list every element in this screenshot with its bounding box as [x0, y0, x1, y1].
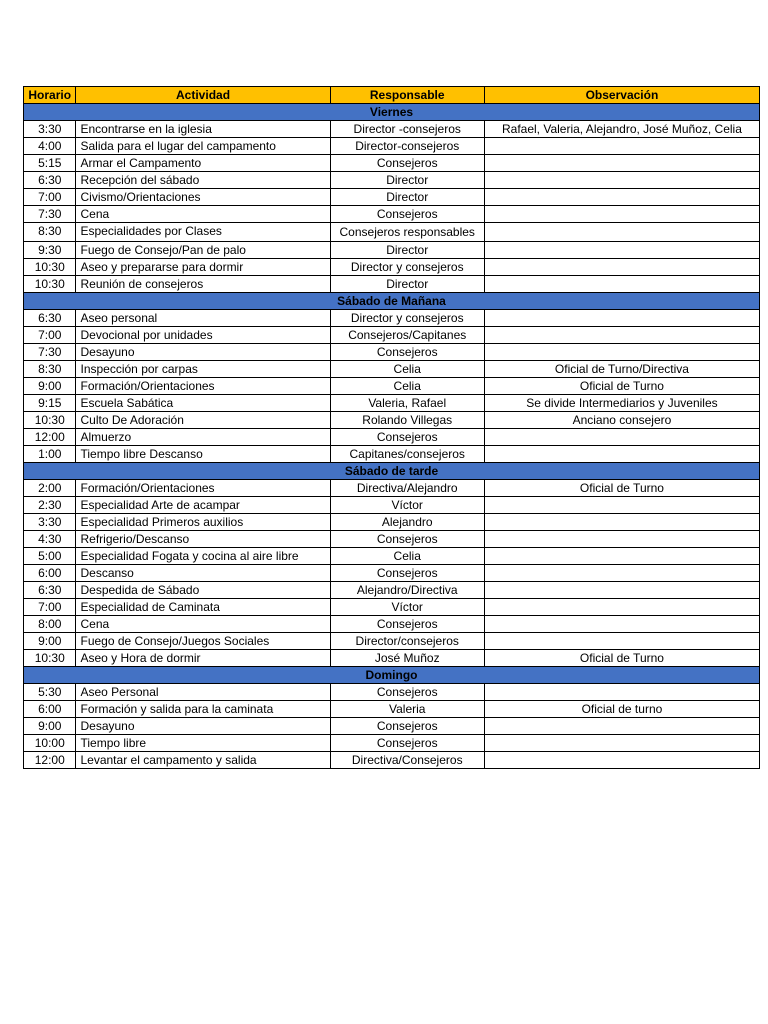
time-cell: 9:15 — [24, 395, 76, 412]
responsible-cell: Consejeros responsables — [330, 223, 484, 242]
responsible-cell: Director/consejeros — [330, 633, 484, 650]
table-row — [24, 327, 760, 344]
activity-cell: Tiempo libre Descanso — [76, 446, 330, 463]
header-actividad: Actividad — [76, 87, 330, 104]
observation-cell — [484, 497, 759, 514]
observation-cell: Oficial de Turno/Directiva — [484, 361, 759, 378]
table-row — [24, 480, 760, 497]
observation-cell — [484, 155, 759, 172]
table-row — [24, 565, 760, 582]
time-cell: 6:00 — [24, 565, 76, 582]
observation-cell — [484, 429, 759, 446]
responsible-cell: Celia — [330, 361, 484, 378]
time-cell: 6:30 — [24, 582, 76, 599]
responsible-cell: Consejeros — [330, 718, 484, 735]
table-row — [24, 395, 760, 412]
responsible-cell: Alejandro/Directiva — [330, 582, 484, 599]
activity-cell: Armar el Campamento — [76, 155, 330, 172]
responsible-cell: Consejeros — [330, 155, 484, 172]
section-title: Viernes — [24, 104, 760, 121]
observation-cell — [484, 189, 759, 206]
observation-cell: Rafael, Valeria, Alejandro, José Muñoz, Celia — [484, 121, 759, 138]
activity-cell: Formación/Orientaciones — [76, 480, 330, 497]
header-row — [24, 87, 760, 104]
time-cell: 1:00 — [24, 446, 76, 463]
section-title: Domingo — [24, 667, 760, 684]
header-responsable: Responsable — [330, 87, 484, 104]
activity-cell: Cena — [76, 616, 330, 633]
observation-cell — [484, 446, 759, 463]
activity-cell: Formación/Orientaciones — [76, 378, 330, 395]
activity-cell: Aseo y prepararse para dormir — [76, 259, 330, 276]
table-row — [24, 633, 760, 650]
observation-cell: Oficial de Turno — [484, 480, 759, 497]
responsible-cell: Celia — [330, 548, 484, 565]
time-cell: 12:00 — [24, 752, 76, 769]
table-row — [24, 582, 760, 599]
table-row — [24, 344, 760, 361]
time-cell: 12:00 — [24, 429, 76, 446]
activity-cell: Fuego de Consejo/Juegos Sociales — [76, 633, 330, 650]
observation-cell — [484, 327, 759, 344]
observation-cell — [484, 684, 759, 701]
time-cell: 10:30 — [24, 259, 76, 276]
time-cell: 4:30 — [24, 531, 76, 548]
responsible-cell: Consejeros — [330, 684, 484, 701]
responsible-cell: Valeria — [330, 701, 484, 718]
time-cell: 6:30 — [24, 172, 76, 189]
observation-cell — [484, 138, 759, 155]
time-cell: 2:30 — [24, 497, 76, 514]
time-cell: 3:30 — [24, 121, 76, 138]
activity-cell: Refrigerio/Descanso — [76, 531, 330, 548]
responsible-cell: Director — [330, 242, 484, 259]
time-cell: 3:30 — [24, 514, 76, 531]
observation-cell — [484, 548, 759, 565]
table-row — [24, 548, 760, 565]
observation-cell — [484, 310, 759, 327]
table-row — [24, 259, 760, 276]
header-observacion: Observación — [484, 87, 759, 104]
responsible-cell: Directiva/Consejeros — [330, 752, 484, 769]
observation-cell — [484, 531, 759, 548]
table-row — [24, 206, 760, 223]
table-row — [24, 446, 760, 463]
observation-cell — [484, 599, 759, 616]
observation-cell — [484, 735, 759, 752]
time-cell: 5:15 — [24, 155, 76, 172]
activity-cell: Aseo y Hora de dormir — [76, 650, 330, 667]
responsible-cell: Consejeros — [330, 344, 484, 361]
activity-cell: Desayuno — [76, 344, 330, 361]
time-cell: 7:30 — [24, 344, 76, 361]
time-cell: 8:00 — [24, 616, 76, 633]
responsible-cell: Víctor — [330, 497, 484, 514]
observation-cell — [484, 718, 759, 735]
time-cell: 8:30 — [24, 361, 76, 378]
responsible-cell: Director y consejeros — [330, 259, 484, 276]
activity-cell: Aseo personal — [76, 310, 330, 327]
table-row — [24, 310, 760, 327]
observation-cell: Se divide Intermediarios y Juveniles — [484, 395, 759, 412]
observation-cell — [484, 276, 759, 293]
section-header-row — [24, 104, 760, 121]
table-row — [24, 172, 760, 189]
observation-cell: Oficial de Turno — [484, 650, 759, 667]
observation-cell — [484, 752, 759, 769]
time-cell: 10:30 — [24, 276, 76, 293]
activity-cell: Salida para el lugar del campamento — [76, 138, 330, 155]
section-header-row — [24, 463, 760, 480]
table-row — [24, 735, 760, 752]
activity-cell: Descanso — [76, 565, 330, 582]
observation-cell — [484, 344, 759, 361]
responsible-cell: Director — [330, 172, 484, 189]
time-cell: 6:00 — [24, 701, 76, 718]
activity-cell: Especialidad Fogata y cocina al aire libre — [76, 548, 330, 565]
table-row — [24, 514, 760, 531]
table-row — [24, 531, 760, 548]
activity-cell: Reunión de consejeros — [76, 276, 330, 293]
table-row — [24, 718, 760, 735]
table-row — [24, 276, 760, 293]
time-cell: 7:30 — [24, 206, 76, 223]
responsible-cell: Capitanes/consejeros — [330, 446, 484, 463]
table-row — [24, 701, 760, 718]
activity-cell: Especialidades por Clases — [76, 223, 330, 242]
activity-cell: Levantar el campamento y salida — [76, 752, 330, 769]
responsible-cell: Alejandro — [330, 514, 484, 531]
time-cell: 2:00 — [24, 480, 76, 497]
activity-cell: Encontrarse en la iglesia — [76, 121, 330, 138]
observation-cell — [484, 565, 759, 582]
activity-cell: Especialidad Arte de acampar — [76, 497, 330, 514]
activity-cell: Civismo/Orientaciones — [76, 189, 330, 206]
activity-cell: Aseo Personal — [76, 684, 330, 701]
observation-cell — [484, 259, 759, 276]
table-row — [24, 242, 760, 259]
table-row — [24, 223, 760, 242]
observation-cell — [484, 206, 759, 223]
time-cell: 5:30 — [24, 684, 76, 701]
time-cell: 9:30 — [24, 242, 76, 259]
table-row — [24, 497, 760, 514]
time-cell: 8:30 — [24, 223, 76, 242]
time-cell: 5:00 — [24, 548, 76, 565]
table-row — [24, 429, 760, 446]
responsible-cell: Víctor — [330, 599, 484, 616]
activity-cell: Culto De Adoración — [76, 412, 330, 429]
time-cell: 4:00 — [24, 138, 76, 155]
time-cell: 10:30 — [24, 412, 76, 429]
observation-cell — [484, 633, 759, 650]
responsible-cell: Consejeros — [330, 616, 484, 633]
activity-cell: Almuerzo — [76, 429, 330, 446]
responsible-cell: Consejeros — [330, 531, 484, 548]
section-title: Sábado de tarde — [24, 463, 760, 480]
header-horario: Horario — [24, 87, 76, 104]
activity-cell: Fuego de Consejo/Pan de palo — [76, 242, 330, 259]
section-title: Sábado de Mañana — [24, 293, 760, 310]
responsible-cell: Consejeros/Capitanes — [330, 327, 484, 344]
time-cell: 7:00 — [24, 189, 76, 206]
table-row — [24, 121, 760, 138]
responsible-cell: Director — [330, 276, 484, 293]
responsible-cell: Director-consejeros — [330, 138, 484, 155]
activity-cell: Despedida de Sábado — [76, 582, 330, 599]
table-row — [24, 599, 760, 616]
activity-cell: Especialidad Primeros auxilios — [76, 514, 330, 531]
observation-cell: Oficial de Turno — [484, 378, 759, 395]
schedule-table — [23, 86, 760, 769]
responsible-cell: Director -consejeros — [330, 121, 484, 138]
responsible-cell: José Muñoz — [330, 650, 484, 667]
table-row — [24, 138, 760, 155]
section-header-row — [24, 667, 760, 684]
time-cell: 7:00 — [24, 599, 76, 616]
responsible-cell: Consejeros — [330, 735, 484, 752]
table-row — [24, 361, 760, 378]
responsible-cell: Consejeros — [330, 565, 484, 582]
schedule-body — [24, 104, 760, 769]
activity-cell: Devocional por unidades — [76, 327, 330, 344]
activity-cell: Especialidad de Caminata — [76, 599, 330, 616]
activity-cell: Tiempo libre — [76, 735, 330, 752]
observation-cell — [484, 582, 759, 599]
activity-cell: Desayuno — [76, 718, 330, 735]
activity-cell: Inspección por carpas — [76, 361, 330, 378]
time-cell: 7:00 — [24, 327, 76, 344]
activity-cell: Escuela Sabática — [76, 395, 330, 412]
observation-cell — [484, 223, 759, 242]
observation-cell: Oficial de turno — [484, 701, 759, 718]
activity-cell: Cena — [76, 206, 330, 223]
time-cell: 10:00 — [24, 735, 76, 752]
activity-cell: Formación y salida para la caminata — [76, 701, 330, 718]
table-row — [24, 752, 760, 769]
responsible-cell: Rolando Villegas — [330, 412, 484, 429]
responsible-cell: Director y consejeros — [330, 310, 484, 327]
responsible-cell: Director — [330, 189, 484, 206]
time-cell: 9:00 — [24, 378, 76, 395]
time-cell: 6:30 — [24, 310, 76, 327]
observation-cell — [484, 514, 759, 531]
table-row — [24, 378, 760, 395]
table-row — [24, 650, 760, 667]
table-row — [24, 412, 760, 429]
observation-cell — [484, 242, 759, 259]
time-cell: 10:30 — [24, 650, 76, 667]
observation-cell — [484, 172, 759, 189]
responsible-cell: Valeria, Rafael — [330, 395, 484, 412]
responsible-cell: Consejeros — [330, 206, 484, 223]
time-cell: 9:00 — [24, 718, 76, 735]
table-row — [24, 155, 760, 172]
section-header-row — [24, 293, 760, 310]
table-row — [24, 684, 760, 701]
activity-cell: Recepción del sábado — [76, 172, 330, 189]
table-row — [24, 616, 760, 633]
responsible-cell: Celia — [330, 378, 484, 395]
observation-cell — [484, 616, 759, 633]
observation-cell: Anciano consejero — [484, 412, 759, 429]
table-row — [24, 189, 760, 206]
responsible-cell: Consejeros — [330, 429, 484, 446]
time-cell: 9:00 — [24, 633, 76, 650]
responsible-cell: Directiva/Alejandro — [330, 480, 484, 497]
